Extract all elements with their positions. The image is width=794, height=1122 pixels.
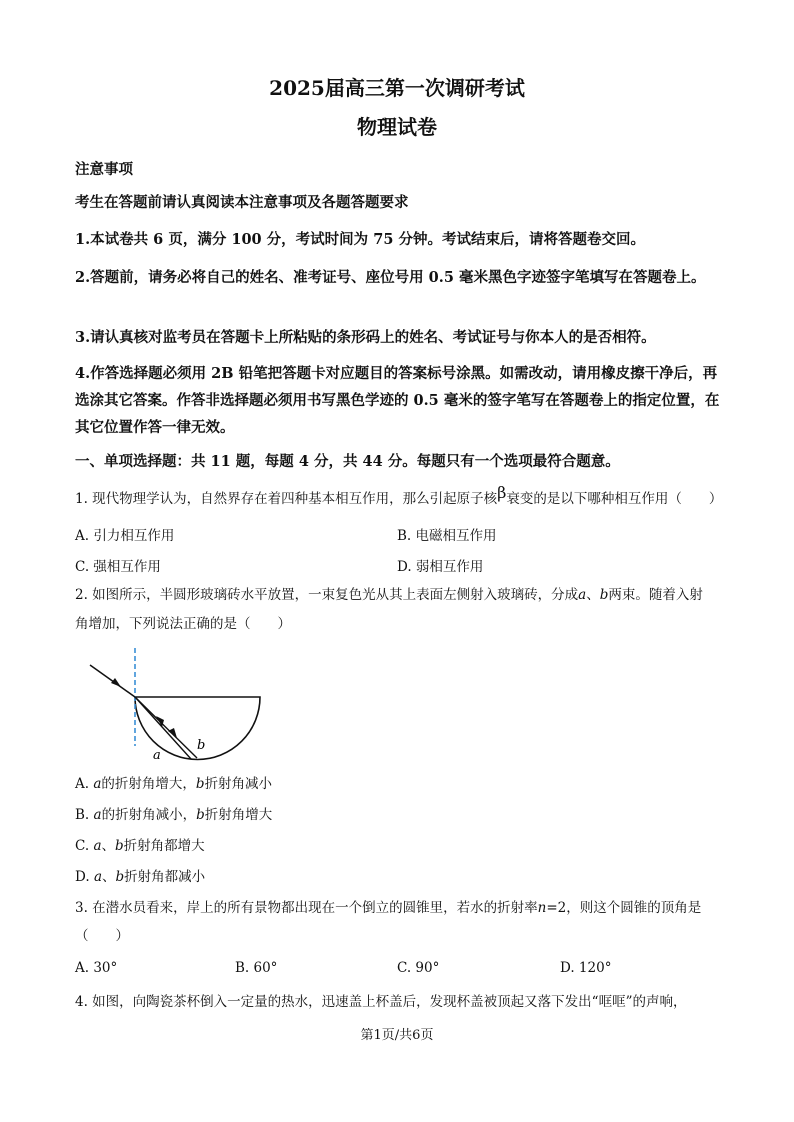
notice-item-1: 1.本试卷共 6 页，满分 100 分，考试时间为 75 分钟。考试结束后，请将答题卷交回。 xyxy=(75,231,645,248)
question-1-option-a: A. 引力相互作用 xyxy=(75,528,175,544)
question-3-stem: 3. 在潜水员看来，岸上的所有景物都出现在一个倒立的圆锥里，若水的折射率n=2，则这个圆锥的顶角是 xyxy=(75,900,702,916)
page-number: 第1页/共6页 xyxy=(360,1028,434,1043)
question-4-stem: 4. 如图，向陶瓷茶杯倒入一定量的热水，迅速盖上杯盖后，发现杯盖被顶起又落下发出“哐哐”的声响， xyxy=(75,994,687,1010)
incident-arrow xyxy=(111,678,121,687)
question-1-stem-b: 衰变的是以下哪种相互作用（ ） xyxy=(506,491,723,507)
question-3-option-c: C. 90° xyxy=(397,960,440,976)
question-2-stem-text-2: 两束。随着入射 xyxy=(608,587,703,603)
exam-title: 2025届高三第一次调研考试 xyxy=(269,76,525,100)
refractive-index-n: n xyxy=(537,900,547,916)
separator: 、 xyxy=(586,587,600,603)
label-a: a xyxy=(153,748,161,763)
refracted-ray-b xyxy=(135,697,197,758)
question-3-option-b: B. 60° xyxy=(235,960,278,976)
notice-item-4: 4.作答选择题必须用 2B 铅笔把答题卡对应题目的答案标号涂黑。如需改动，请用橡皮擦干净后，再选涂其它答案。作答非选择题必须用书写黑色学迹的 0.5 毫米的签字笔写在答题卷上的指定位置，在其它位置作答一律无效。 xyxy=(75,365,720,436)
question-2-option-a: A. a的折射角增大，b折射角减小 xyxy=(75,776,273,792)
ray-b-arrow xyxy=(168,728,177,738)
question-1-stem-a: 1. 现代物理学认为，自然界存在着四种基本相互作用，那么引起原子核 xyxy=(75,491,498,507)
exam-subtitle: 物理试卷 xyxy=(357,115,437,139)
label-b: b xyxy=(197,738,206,753)
beta-symbol: β xyxy=(497,483,507,502)
semicircle-glass-diagram xyxy=(80,640,280,770)
question-1-option-b: B. 电磁相互作用 xyxy=(397,528,497,544)
beam-a-ref: a xyxy=(578,587,587,603)
question-2-option-b: B. a的折射角减小，b折射角增大 xyxy=(75,807,273,823)
question-1-option-c: C. 强相互作用 xyxy=(75,559,161,575)
notice-item-2: 2.答题前，请务必将自己的姓名、准考证号、座位号用 0.5 毫米黑色字迹签字笔填写在答题卷上。 xyxy=(75,269,706,286)
question-3-option-a: A. 30° xyxy=(75,960,118,976)
notice-heading: 注意事项 xyxy=(75,161,133,178)
question-2-option-c: C. a、b折射角都增大 xyxy=(75,838,205,854)
question-1-option-d: D. 弱相互作用 xyxy=(397,559,484,575)
question-1-stem xyxy=(75,484,723,513)
notice-intro: 考生在答题前请认真阅读本注意事项及各题答题要求 xyxy=(75,194,409,211)
notice-item-3: 3.请认真核对监考员在答题卡上所粘贴的条形码上的姓名、考试证号与你本人的是否相符。 xyxy=(75,329,656,346)
question-2-stem-line-1 xyxy=(75,581,723,609)
question-3-stem-end: （ ） xyxy=(75,928,129,944)
beam-b-ref: b xyxy=(599,587,609,603)
question-3-option-d: D. 120° xyxy=(560,960,612,976)
question-2-stem-text-1: 2. 如图所示，半圆形玻璃砖水平放置，一束复色光从其上表面左侧射入玻璃砖，分成 xyxy=(75,587,579,603)
incident-ray xyxy=(90,665,135,697)
question-2-stem-line-2: 角增加，下列说法正确的是（ ） xyxy=(75,616,291,632)
question-2-option-d: D. a、b折射角都减小 xyxy=(75,869,206,885)
section-1-heading: 一、单项选择题：共 11 题，每题 4 分，共 44 分。每题只有一个选项最符合题意。 xyxy=(75,453,620,470)
